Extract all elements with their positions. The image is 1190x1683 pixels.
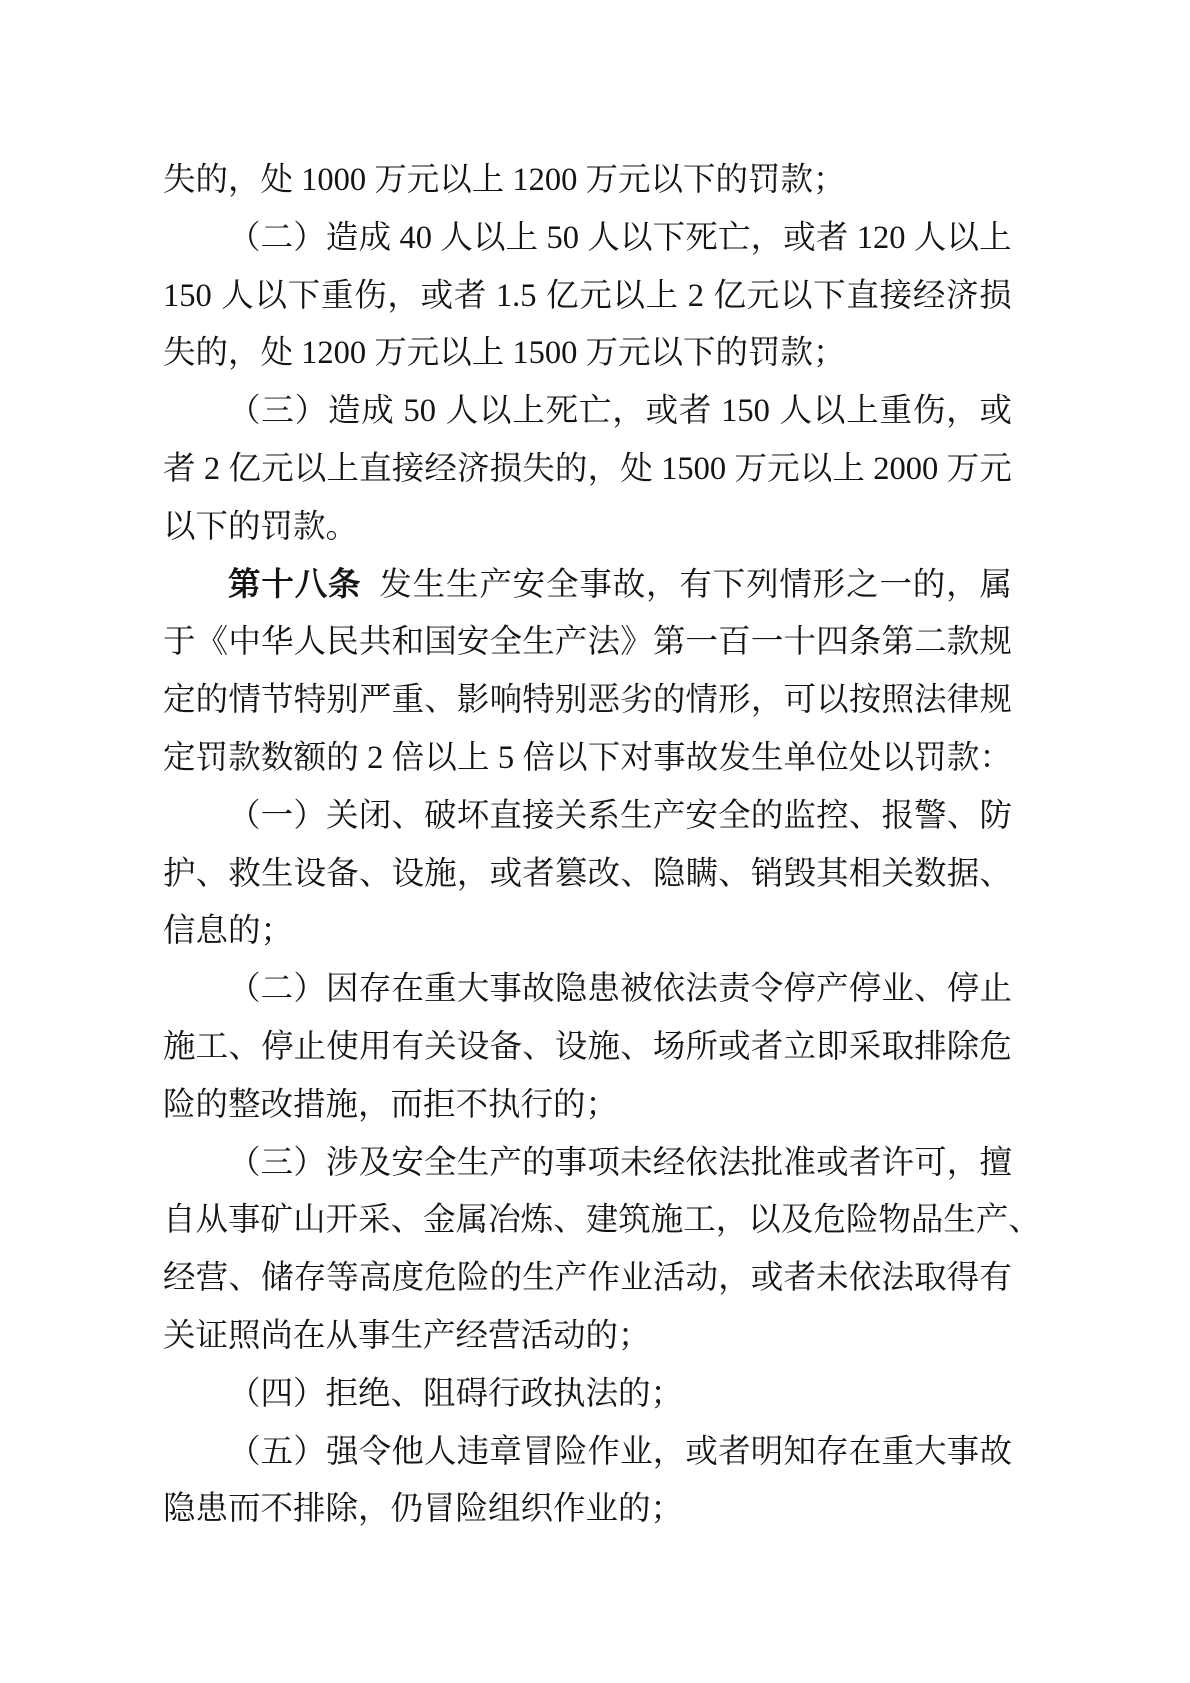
text-line: 护 、 救 生 设 备 、 设 施 ， 或 者 篡 改 、 隐 瞒 、 销 毁 其 相 关 数 据 、 <box>163 855 1012 892</box>
text-line: （四）拒绝、阻碍行政执法的； <box>228 1375 684 1412</box>
text-line: 关证照尚在从事生产经营活动的； <box>163 1317 651 1354</box>
text-line: 险的整改措施，而拒不执行的； <box>163 1086 619 1123</box>
text-line: 定 的 情 节 特 别 严 重 、 影 响 特 别 恶 劣 的 情 形 ， 可 以 按 照 法 律 规 <box>163 682 1012 719</box>
document-body <box>163 152 1041 1539</box>
text-line: 信息的； <box>163 913 294 950</box>
text-line: 者 2 亿 元 以 上 直 接 经 济 损 失 的 ， 处 1500 万 元 以 上 2000 万 元 <box>163 450 1012 487</box>
text-line: 于 《 中 华 人 民 共 和 国 安 全 生 产 法 》 第 一 百 一 十 四 条 第 二 款 规 <box>163 624 1012 661</box>
text-line: 施 工 、 停 止 使 用 有 关 设 备 、 设 施 、 场 所 或 者 立 即 采 取 排 除 危 <box>163 1028 1012 1065</box>
text-line: 经 营 、 储 存 等 高 度 危 险 的 生 产 作 业 活 动 ， 或 者 未 依 法 取 得 有 <box>163 1260 1012 1297</box>
text-line: （ 二 ） 因 存 在 重 大 事 故 隐 患 被 依 法 责 令 停 产 停 业 、 停 止 <box>228 971 1012 1008</box>
text-line: 第 十 八 条 发 生 生 产 安 全 事 故 ， 有 下 列 情 形 之 一 的 ， 属 <box>228 566 1012 603</box>
text-line: （ 二 ） 造 成 40 人 以 上 50 人 以 下 死 亡 ， 或 者 120 人 以 上 <box>228 219 1012 256</box>
text-line: 150 人 以 下 重 伤 ， 或 者 1.5 亿 元 以 上 2 亿 元 以 下 直 接 经 济 损 <box>163 277 1012 314</box>
text-line: 失的，处 1200 万元以上 1500 万元以下的罚款； <box>163 335 846 372</box>
text-line: （ 三 ） 造 成 50 人 以 上 死 亡 ， 或 者 150 人 以 上 重 伤 ， 或 <box>228 393 1012 430</box>
text-line: 定 罚 款 数 额 的 2 倍 以 上 5 倍 以 下 对 事 故 发 生 单 位 处 以 罚 款 ： <box>163 739 1012 776</box>
text-line: （ 一 ） 关 闭 、 破 坏 直 接 关 系 生 产 安 全 的 监 控 、 报 警 、 防 <box>228 797 1012 834</box>
text-line: 以下的罚款。 <box>163 508 359 545</box>
text-line: 自 从 事 矿 山 开 采 、 金 属 冶 炼 、 建 筑 施 工 ， 以 及 危 险 物 品 生 产 、 <box>163 1202 1041 1239</box>
text-line: （ 五 ） 强 令 他 人 违 章 冒 险 作 业 ， 或 者 明 知 存 在 重 大 事 故 <box>228 1433 1012 1470</box>
text-line: 失的，处 1000 万元以上 1200 万元以下的罚款； <box>163 162 846 198</box>
text-line: （ 三 ） 涉 及 安 全 生 产 的 事 项 未 经 依 法 批 准 或 者 许 可 ， 擅 <box>228 1144 1012 1181</box>
text-line: 隐患而不排除，仍冒险组织作业的； <box>163 1491 684 1528</box>
